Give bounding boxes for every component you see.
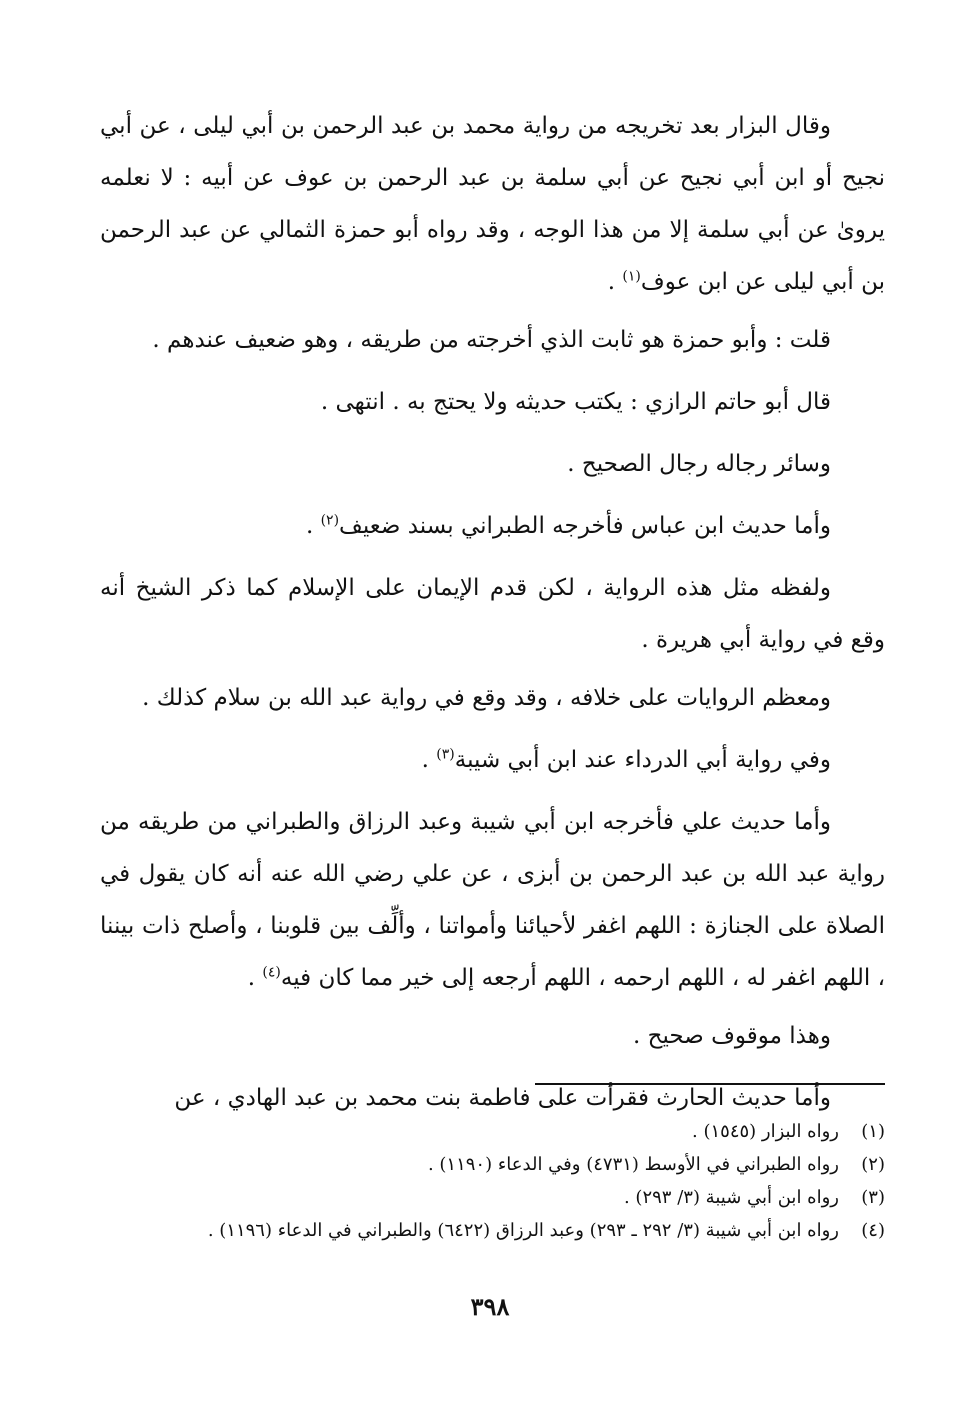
- paragraph-text: وفي رواية أبي الدرداء عند ابن أبي شيبة: [454, 747, 831, 773]
- paragraph: [100, 314, 885, 366]
- footnote-ref: (٣): [436, 746, 455, 763]
- paragraph: [100, 100, 885, 308]
- footnote-text: رواه الطبراني في الأوسط (٤٧٣١) وفي الدعاء (١١٩٠) .: [427, 1154, 839, 1175]
- paragraph-end: .: [305, 513, 321, 539]
- page-number: ٣٩٨: [470, 1292, 510, 1321]
- footnote-divider: [535, 1083, 885, 1085]
- footnote-text: رواه ابن أبي شيبة (٣/ ٢٩٣) .: [623, 1187, 839, 1208]
- paragraph-text: قال أبو حاتم الرازي : يكتب حديثه ولا يحتج به . انتهى .: [320, 389, 831, 415]
- footnote-number: (٣): [861, 1187, 885, 1208]
- paragraph-end: .: [607, 269, 623, 295]
- paragraph-text: وأما حديث ابن عباس فأخرجه الطبراني بسند ضعيف: [339, 513, 831, 539]
- footnote-number: (١): [861, 1121, 885, 1142]
- footnotes: [90, 1115, 885, 1247]
- paragraph-text: وهذا موقوف صحيح .: [632, 1023, 831, 1049]
- footnote-text: رواه ابن أبي شيبة (٣/ ٢٩٢ ـ ٢٩٣) وعبد الرزاق (٦٤٢٢) والطبراني في الدعاء (١١٩٦) .: [207, 1220, 839, 1241]
- paragraph-text: ولفظه مثل هذه الرواية ، لكن قدم الإيمان على الإسلام كما ذكر الشيخ أنه وقع في رواية أبي هريرة .: [100, 575, 885, 653]
- paragraph-text: وسائر رجاله رجال الصحيح .: [567, 451, 831, 477]
- paragraph-text: وأما حديث الحارث فقرأت على فاطمة بنت محمد بن عبد الهادي ، عن: [174, 1085, 831, 1111]
- footnote: [90, 1148, 885, 1181]
- paragraph-end: .: [247, 965, 263, 991]
- main-text: [100, 100, 885, 1130]
- footnote: [90, 1115, 885, 1148]
- paragraph: [100, 500, 885, 552]
- footnote-ref: (٤): [262, 964, 281, 981]
- paragraph-text: ومعظم الروايات على خلافه ، وقد وقع في رواية عبد الله بن سلام كذلك .: [142, 685, 831, 711]
- paragraph-text: وقال البزار بعد تخريجه من رواية محمد بن عبد الرحمن بن أبي ليلى ، عن أبي نجيح أو ابن أبي نجيح عن أبي سلمة بن عبد الرحمن بن عوف عن أبيه : لا نعلمه يروىٰ عن أبي سلمة إلا من هذا الوجه ، وقد رواه أبو حمزة الثمالي عن عبد الرحمن بن أبي ليلى عن ابن عوف: [100, 113, 885, 295]
- paragraph: [100, 1010, 885, 1062]
- footnote: [90, 1181, 885, 1214]
- footnote: [90, 1214, 885, 1247]
- footnote-number: (٢): [861, 1154, 885, 1175]
- paragraph-end: .: [421, 747, 437, 773]
- paragraph-text: وأما حديث علي فأخرجه ابن أبي شيبة وعبد الرزاق والطبراني من طريقه من رواية عبد الله بن عبد الرحمن بن أبزى ، عن علي رضي الله عنه أنه كان يقول في الصلاة على الجنازة : اللهم اغفر لأحيائنا وأمواتنا ، وألِّف بين قلوبنا ، وأصلح ذات بيننا ، اللهم اغفر له ، اللهم ارحمه ، اللهم أرجعه إلى خير مما كان فيه: [100, 809, 885, 991]
- footnote-ref: (١): [622, 268, 641, 285]
- paragraph: [100, 438, 885, 490]
- paragraph-text: قلت : وأبو حمزة هو ثابت الذي أخرجته من طريقه ، وهو ضعيف عندهم .: [152, 327, 831, 353]
- footnote-ref: (٢): [320, 512, 340, 529]
- paragraph: [100, 796, 885, 1004]
- paragraph: [100, 562, 885, 666]
- footnote-text: رواه البزار (١٥٤٥) .: [692, 1121, 839, 1142]
- paragraph: [100, 672, 885, 724]
- paragraph: [100, 376, 885, 428]
- paragraph: [100, 734, 885, 786]
- footnote-number: (٤): [861, 1220, 885, 1241]
